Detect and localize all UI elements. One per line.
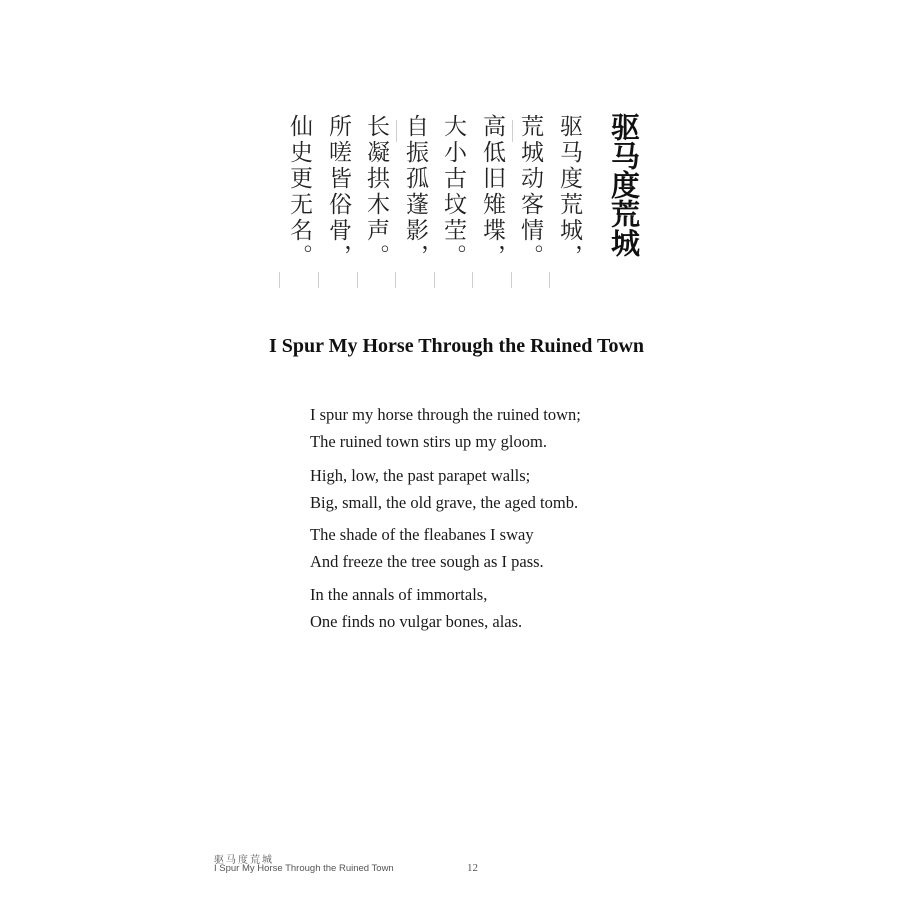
poem-line: In the annals of immortals,: [310, 585, 488, 604]
column-rule: [357, 272, 358, 288]
english-poem-title: I Spur My Horse Through the Ruined Town: [268, 335, 645, 357]
stanza: [310, 401, 730, 455]
column-rule: [396, 120, 397, 142]
chinese-poem-line: 高低旧雉堞，: [479, 114, 505, 270]
column-rule: [511, 272, 512, 288]
running-title-english: I Spur My Horse Through the Ruined Town: [214, 863, 394, 874]
stanza: [310, 581, 730, 635]
stanza: [310, 521, 730, 575]
chinese-poem: [0, 0, 900, 300]
chinese-poem-line: 所嗟皆俗骨，: [325, 114, 351, 270]
stanza: [310, 462, 730, 516]
chinese-poem-line: 驱马度荒城，: [556, 114, 582, 270]
chinese-poem-line: 自振孤蓬影，: [402, 114, 428, 270]
column-rule: [395, 272, 396, 288]
poem-line: I spur my horse through the ruined town;: [310, 405, 581, 424]
poem-line: High, low, the past parapet walls;: [310, 466, 531, 485]
poem-line: One finds no vulgar bones, alas.: [310, 612, 523, 631]
chinese-poem-line: 大小古坟茔。: [440, 114, 466, 270]
chinese-poem-line: 荒城动客情。: [517, 114, 543, 270]
chinese-poem-line: 长凝拱木声。: [363, 114, 389, 270]
page-number: 12: [467, 862, 478, 874]
chinese-poem-line: 仙史更无名。: [286, 114, 312, 270]
column-rule: [549, 272, 550, 288]
poem-line: And freeze the tree sough as I pass.: [310, 552, 544, 571]
column-rule: [318, 272, 319, 288]
poem-line: The ruined town stirs up my gloom.: [310, 432, 547, 451]
column-rule: [434, 272, 435, 288]
running-title-chinese: 驱马度荒城: [214, 855, 274, 866]
poem-line: The shade of the fleabanes I sway: [310, 525, 534, 544]
column-rule: [512, 120, 513, 142]
chinese-poem-title: 驱马度荒城: [607, 112, 641, 257]
column-rule: [279, 272, 280, 288]
column-rule: [472, 272, 473, 288]
poem-line: Big, small, the old grave, the aged tomb.: [310, 493, 579, 512]
